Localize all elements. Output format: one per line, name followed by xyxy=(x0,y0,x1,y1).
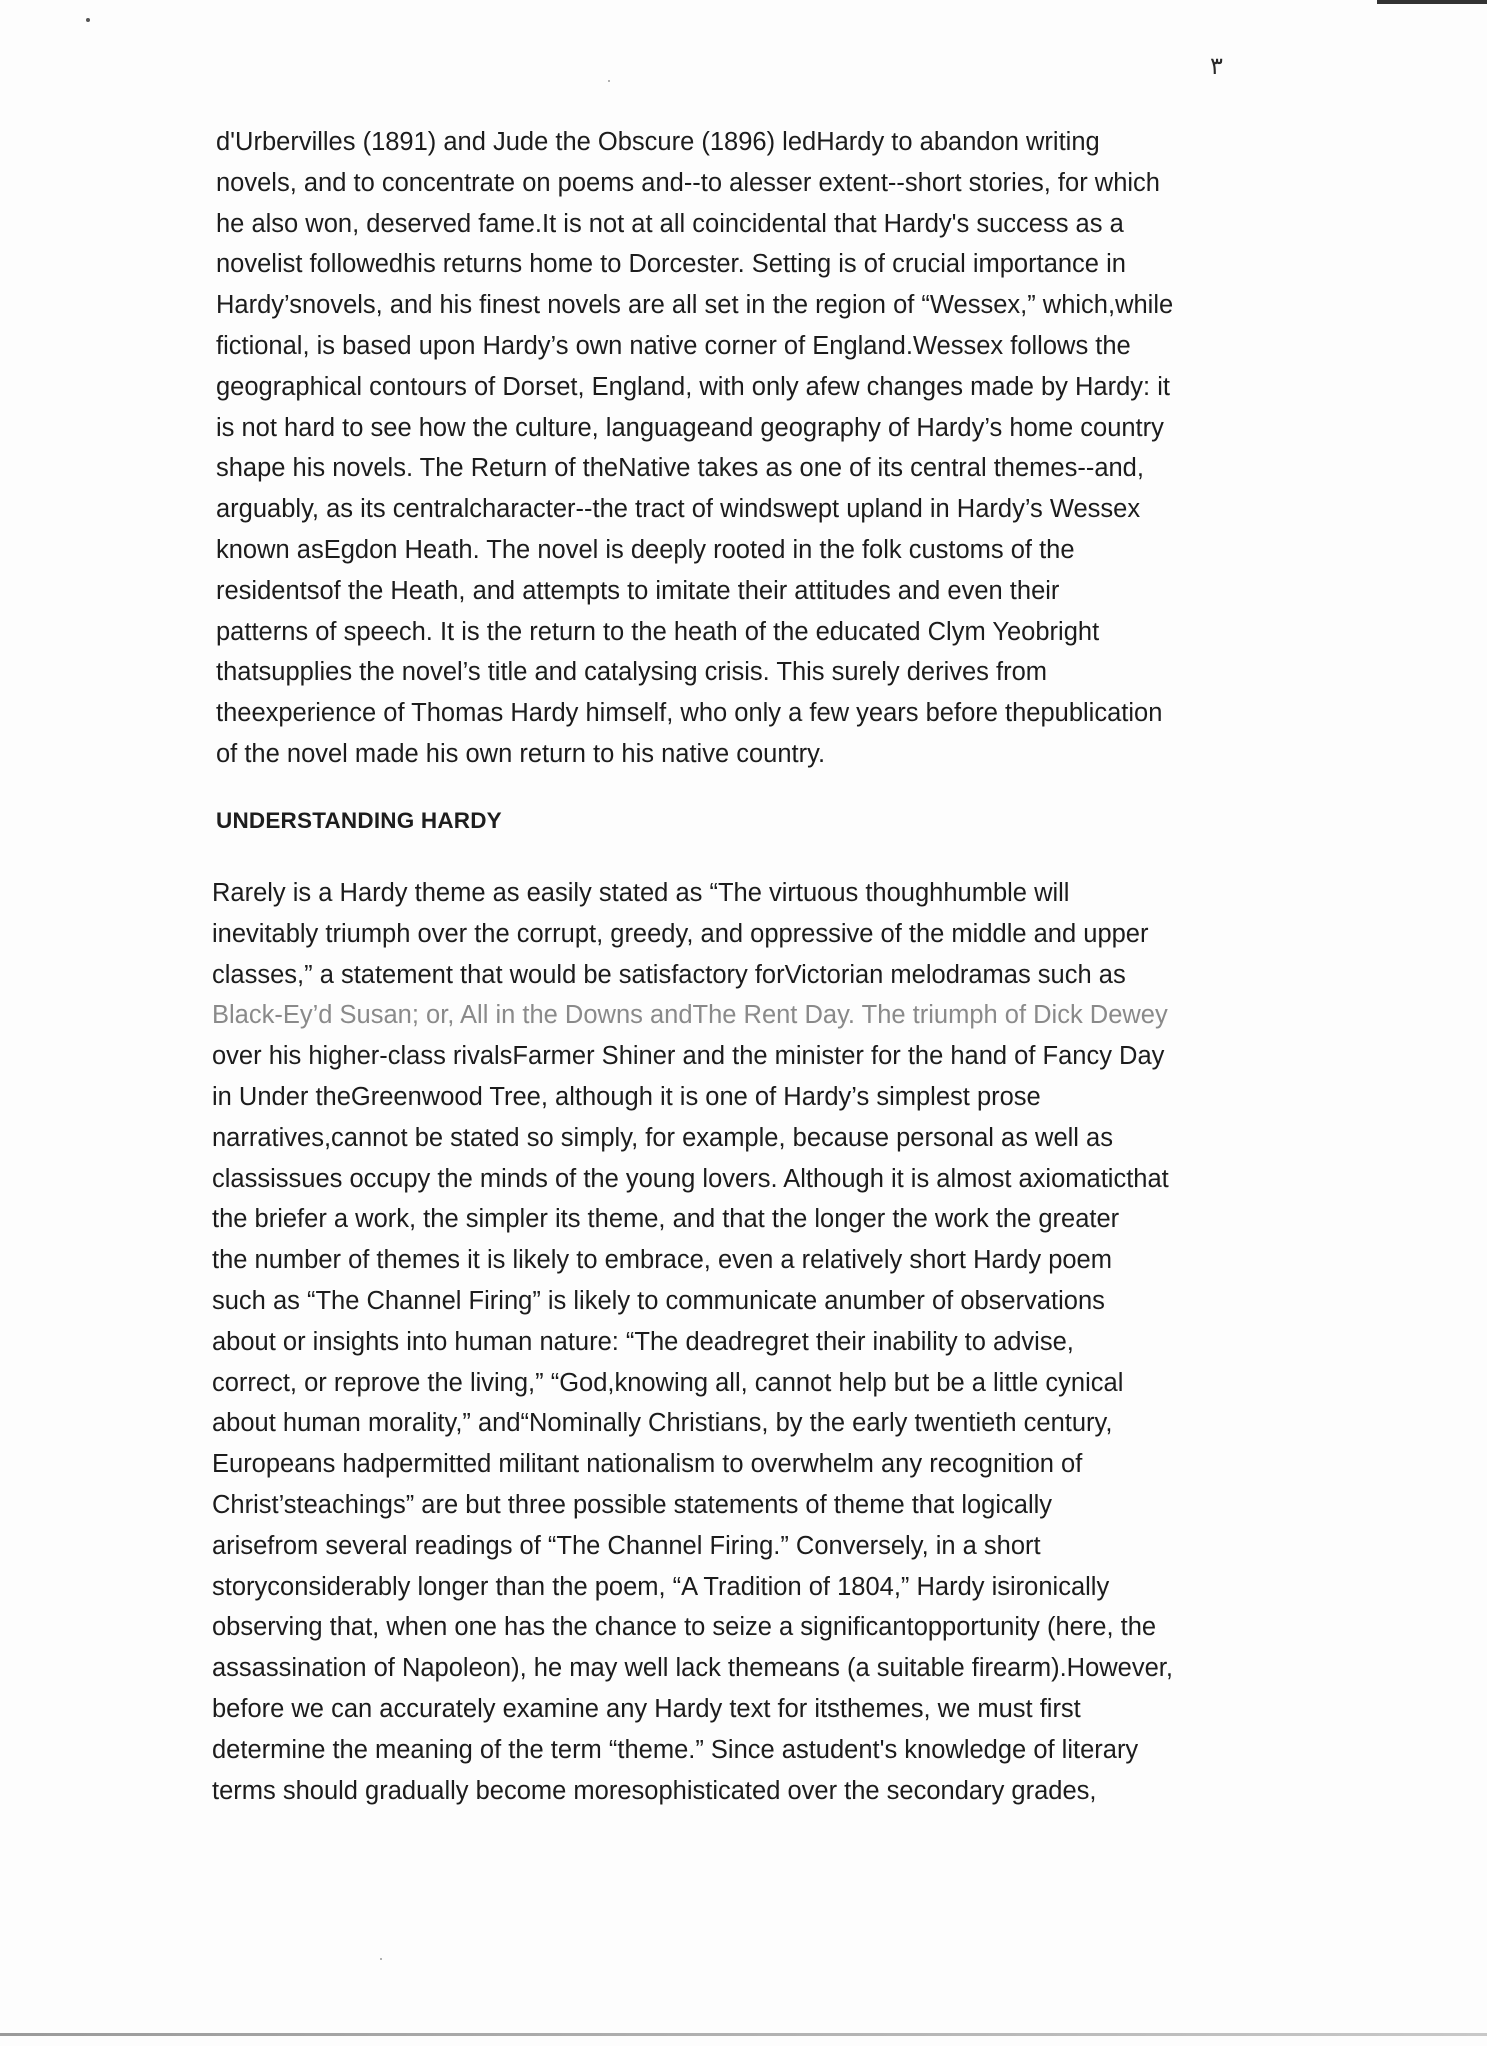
text-line: in Under theGreenwood Tree, although it is one of Hardy’s simplest prose xyxy=(212,1082,1041,1111)
text-line: correct, or reprove the living,” “God,knowing all, cannot help but be a little cynical xyxy=(212,1368,1124,1397)
text-line: the briefer a work, the simpler its theme, and that the longer the work the greater xyxy=(212,1205,1120,1234)
text-line: theexperience of Thomas Hardy himself, who only a few years before thepublication xyxy=(216,699,1163,728)
text-line: is not hard to see how the culture, languageand geography of Hardy’s home country xyxy=(216,413,1164,442)
text-line: classissues occupy the minds of the young lovers. Although it is almost axiomaticthat xyxy=(212,1164,1169,1193)
text-line: before we can accurately examine any Hardy text for itsthemes, we must first xyxy=(212,1694,1081,1723)
text-line: novelist followedhis returns home to Dorcester. Setting is of crucial importance in xyxy=(216,250,1126,279)
scan-edge-bottom xyxy=(0,2033,1487,2036)
text-line: terms should gradually become moresophisticated over the secondary grades, xyxy=(212,1776,1097,1805)
text-line: Rarely is a Hardy theme as easily stated as “The virtuous thoughhumble will xyxy=(212,879,1070,907)
text-line: inevitably triumph over the corrupt, greedy, and oppressive of the middle and upper xyxy=(212,919,1149,948)
text-line: known asEgdon Heath. The novel is deeply rooted in the folk customs of the xyxy=(216,535,1075,564)
text-line: such as “The Channel Firing” is likely to communicate anumber of observations xyxy=(212,1286,1105,1315)
scan-speck xyxy=(380,1958,382,1960)
text-line: storyconsiderably longer than the poem, “A Tradition of 1804,” Hardy isironically xyxy=(212,1572,1110,1601)
text-line: novels, and to concentrate on poems and--to alesser extent--short stories, for which xyxy=(216,168,1160,197)
text-line: the number of themes it is likely to embrace, even a relatively short Hardy poem xyxy=(212,1246,1112,1275)
scan-edge-top xyxy=(1377,0,1487,4)
text-line: he also won, deserved fame.It is not at all coincidental that Hardy's success as a xyxy=(216,209,1124,238)
text-line: of the novel made his own return to his native country. xyxy=(216,739,826,768)
text-line: residentsof the Heath, and attempts to imitate their attitudes and even their xyxy=(216,576,1060,605)
text-line: arisefrom several readings of “The Channel Firing.” Conversely, in a short xyxy=(212,1531,1041,1560)
text-line: about or insights into human nature: “The deadregret their inability to advise, xyxy=(212,1327,1074,1356)
text-line: narratives,cannot be stated so simply, for example, because personal as well as xyxy=(212,1123,1113,1152)
page-number: ٣ xyxy=(1210,52,1223,80)
text-line: over his higher-class rivalsFarmer Shiner and the minister for the hand of Fancy Day xyxy=(212,1042,1165,1071)
text-line: fictional, is based upon Hardy’s own native corner of England.Wessex follows the xyxy=(216,331,1131,360)
text-line: d'Urbervilles (1891) and Jude the Obscure (1896) ledHardy to abandon writing xyxy=(216,128,1100,156)
text-line: determine the meaning of the term “theme.” Since astudent's knowledge of literary xyxy=(212,1735,1139,1764)
paragraph-2 xyxy=(212,873,1232,1811)
paragraph-1 xyxy=(216,122,1236,775)
text-line: observing that, when one has the chance to seize a significantopportunity (here, the xyxy=(212,1613,1157,1642)
section-heading: UNDERSTANDING HARDY xyxy=(216,808,502,833)
text-line: Europeans hadpermitted militant nationalism to overwhelm any recognition of xyxy=(212,1450,1083,1479)
text-line: assassination of Napoleon), he may well lack themeans (a suitable firearm).However, xyxy=(212,1654,1173,1683)
text-line: thatsupplies the novel’s title and catalysing crisis. This surely derives from xyxy=(216,658,1048,687)
text-line: shape his novels. The Return of theNative takes as one of its central themes--and, xyxy=(216,454,1144,483)
text-line: about human morality,” and“Nominally Christians, by the early twentieth century, xyxy=(212,1409,1113,1438)
text-line: Christ’steachings” are but three possible statements of theme that logically xyxy=(212,1490,1053,1519)
text-line: classes,” a statement that would be satisfactory forVictorian melodramas such as xyxy=(212,960,1126,989)
scan-speck xyxy=(608,80,610,82)
text-line: Hardy’snovels, and his finest novels are all set in the region of “Wessex,” which,while xyxy=(216,291,1174,320)
text-line: patterns of speech. It is the return to the heath of the educated Clym Yeobright xyxy=(216,617,1100,646)
scan-speck xyxy=(86,18,90,22)
text-line: Black-Ey’d Susan; or, All in the Downs andThe Rent Day. The triumph of Dick Dewey xyxy=(212,1001,1168,1030)
text-line: arguably, as its centralcharacter--the tract of windswept upland in Hardy’s Wessex xyxy=(216,495,1141,524)
text-line: geographical contours of Dorset, England, with only afew changes made by Hardy: it xyxy=(216,372,1170,401)
